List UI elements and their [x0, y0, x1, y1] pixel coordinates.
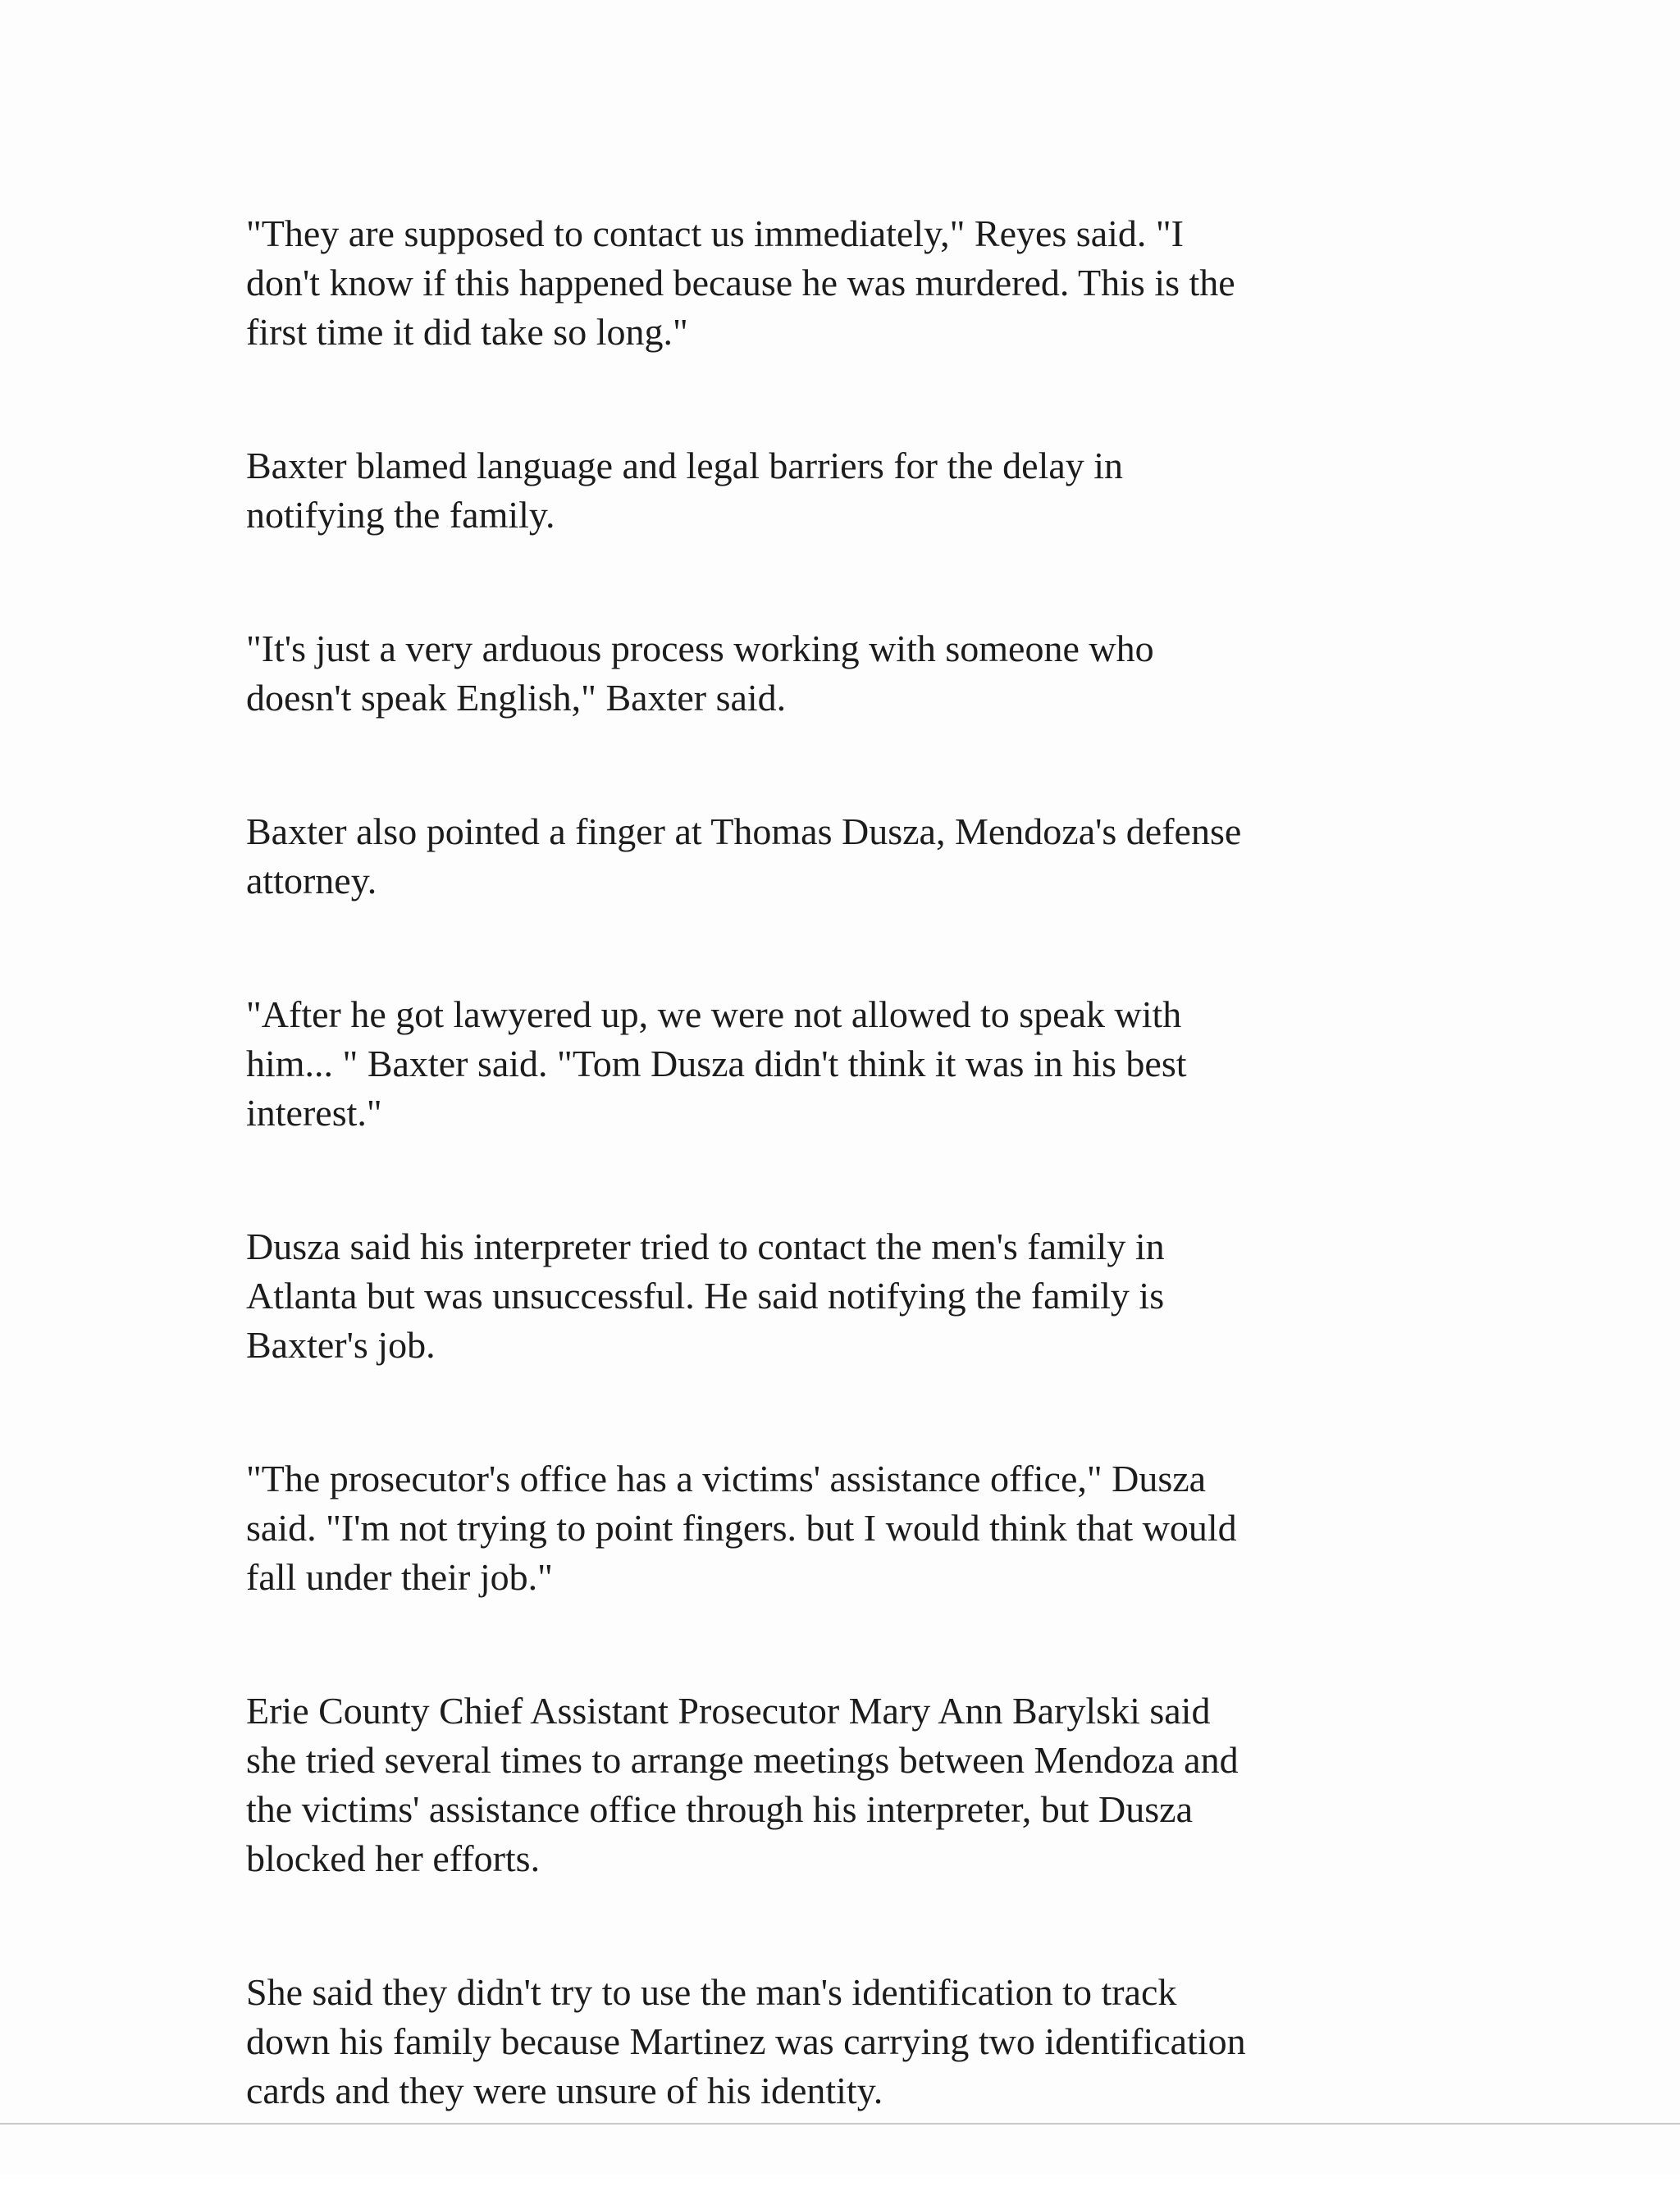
- text-line: said. "I'm not trying to point fingers. but I would think that would: [246, 1507, 1237, 1549]
- text-line: Baxter's job.: [246, 1324, 436, 1366]
- text-line: down his family because Martinez was carrying two identification: [246, 2020, 1246, 2062]
- text-line: she tried several times to arrange meetings between Mendoza and: [246, 1739, 1239, 1781]
- text-line: Baxter also pointed a finger at Thomas Dusza, Mendoza's defense: [246, 810, 1242, 852]
- text-line: cards and they were unsure of his identity.: [246, 2070, 883, 2111]
- text-line: Erie County Chief Assistant Prosecutor Mary Ann Barylski said: [246, 1690, 1211, 1732]
- text-line: notifying the family.: [246, 494, 555, 536]
- article-body: [246, 209, 1436, 2200]
- text-line: don't know if this happened because he was murdered. This is the: [246, 262, 1235, 304]
- paragraph-baxter-finger: [246, 807, 1436, 906]
- text-line: attorney.: [246, 860, 377, 901]
- text-line: "It's just a very arduous process working with someone who: [246, 628, 1154, 669]
- text-line: "The prosecutor's office has a victims' assistance office," Dusza: [246, 1458, 1207, 1499]
- text-line: "After he got lawyered up, we were not allowed to speak with: [246, 993, 1182, 1035]
- text-line: "They are supposed to contact us immediately," Reyes said. "I: [246, 212, 1184, 254]
- text-line: fall under their job.": [246, 1556, 553, 1598]
- paragraph-barylski: [246, 1687, 1436, 1883]
- paragraph-baxter-blamed: [246, 441, 1436, 540]
- text-line: She said they didn't try to use the man's identification to track: [246, 1971, 1177, 2013]
- text-line: doesn't speak English," Baxter said.: [246, 677, 787, 719]
- text-line: Atlanta but was unsuccessful. He said notifying the family is: [246, 1275, 1165, 1317]
- paragraph-reyes-quote: [246, 209, 1436, 357]
- paragraph-identification: [246, 1968, 1436, 2116]
- text-line: blocked her efforts.: [246, 1837, 541, 1879]
- paragraph-lawyered-quote: [246, 990, 1436, 1138]
- scan-edge-line: [0, 2123, 1680, 2125]
- paragraph-dusza-interpreter: [246, 1222, 1436, 1370]
- paragraph-baxter-quote: [246, 624, 1436, 723]
- paragraph-prosecutor-quote: [246, 1454, 1436, 1602]
- text-line: first time it did take so long.": [246, 311, 688, 353]
- text-line: Dusza said his interpreter tried to contact the men's family in: [246, 1226, 1165, 1267]
- text-line: Baxter blamed language and legal barriers for the delay in: [246, 445, 1124, 486]
- text-line: him... " Baxter said. "Tom Dusza didn't think it was in his best: [246, 1043, 1187, 1084]
- text-line: interest.": [246, 1092, 382, 1134]
- text-line: the victims' assistance office through his interpreter, but Dusza: [246, 1788, 1193, 1830]
